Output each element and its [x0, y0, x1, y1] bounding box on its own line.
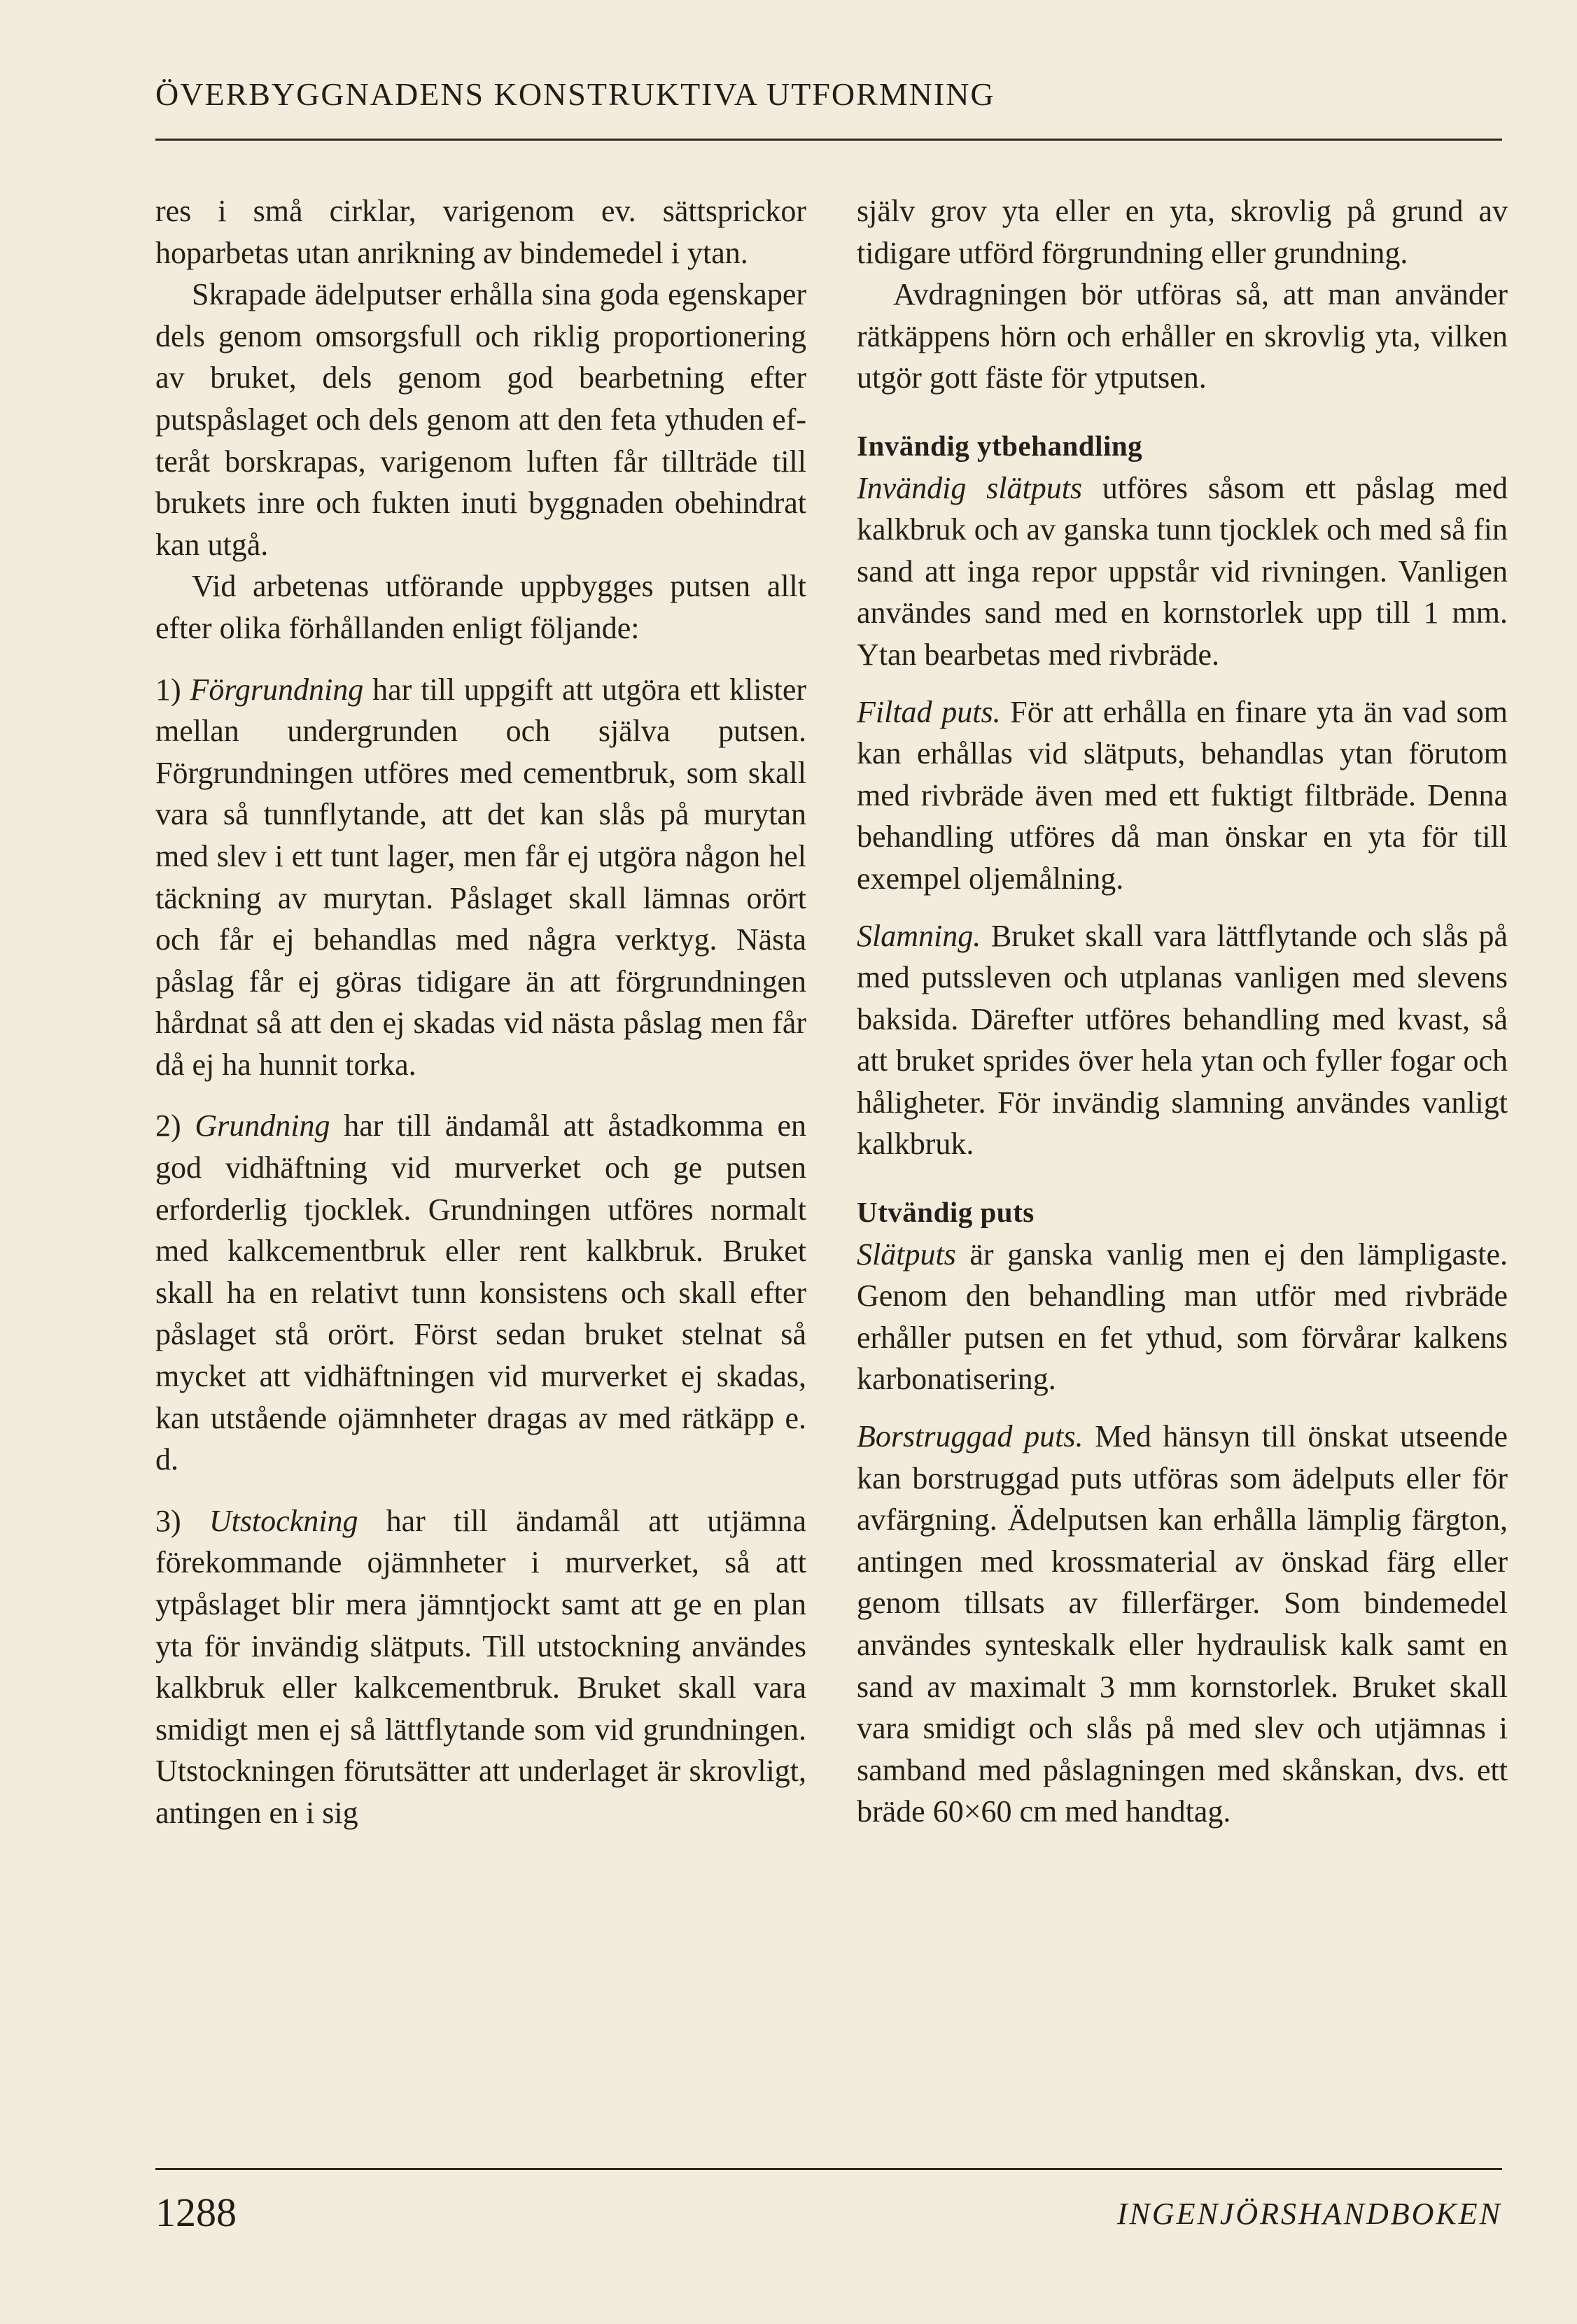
paragraph: Skrapade ädelputser erhålla sina goda egenskaper dels genom omsorgsfull och riklig proportionering av bruket, dels genom god bearbetning efter putspåslaget och dels genom att den feta ythuden efteråt borskrapas, varigenom luften får tillträde till brukets inre och fukten inuti byggnaden obehindrat kan utgå.	[155, 277, 806, 562]
term: Slätputs	[857, 1237, 956, 1272]
term-text: Med hänsyn till önskat utseende kan borstruggad puts utföras som ädelputs eller för avfärgning. Ädelputsen kan erhålla lämplig färgton, antingen med krossmaterial av önskad färg eller genom tillsats av fillerfärger. Som bindemedel användes synteskalk eller hydraulisk kalk samt en sand av maximalt 3 mm kornstorlek. Bruket skall vara smidigt och slås på med slev och utjämnas i samband med påslagningen med skånskan, dvs. ett bräde 60×60 cm med handtag.	[857, 1419, 1508, 1829]
paragraph-slatputs	[857, 467, 1508, 676]
header-rule	[155, 139, 1502, 141]
footer-rule	[155, 2168, 1502, 2170]
right-column	[857, 190, 1508, 1833]
paragraph-filtad	[857, 691, 1508, 900]
item-text: har till ändamål att åstadkomma en god vidhäftning vid murverket och ge putsen erforderlig tjocklek. Grundningen utföres normalt med kalkcementbruk eller rent kalkbruk. Bruket skall ha en relativt tunn konsistens och skall efter påslaget stå orört. Först sedan bruket stelnat så mycket att vidhäftningen vid murverket ej skadas, kan utstående ojämnheter dragas av med rätkäpp e. d.	[155, 1108, 807, 1477]
item-term: Förgrundning	[190, 672, 364, 707]
term: Borstruggad puts.	[857, 1419, 1084, 1454]
running-title: ÖVERBYGGNADENS KONSTRUKTIVA UTFORMNING	[155, 76, 995, 112]
section-heading-utvandig: Utvändig puts	[857, 1196, 1035, 1229]
list-item-forgrundning	[155, 669, 806, 1086]
list-item-grundning	[155, 1105, 806, 1480]
paragraph-borstruggad	[857, 1416, 1508, 1833]
paragraph: Vid arbetenas utförande uppbygges putsen allt efter olika förhållanden enligt följande:	[155, 569, 806, 645]
term-text: är ganska vanlig men ej den lämpligaste. Genom den behandling man utför med rivbräde erhåller putsen en fet ythud, som förvårar kalkens karbonatisering.	[857, 1237, 1508, 1397]
paragraph-slamning	[857, 915, 1508, 1166]
page-number: 1288	[155, 2190, 237, 2235]
paragraph: själv grov yta eller en yta, skrovlig på grund av tidigare utförd förgrundning eller grundning.	[857, 194, 1508, 270]
item-number: 2)	[155, 1108, 181, 1143]
term-text: Bruket skall vara lättflytande och slås på med putssleven och utplanas vanligen med slevens baksida. Därefter utföres behandling med kvast, så att bruket sprides över hela ytan och fyller fogar och håligheter. För invändig slamning användes vanligt kalkbruk.	[857, 918, 1508, 1162]
left-column	[155, 190, 806, 1834]
term: Slamning.	[857, 918, 981, 953]
item-term: Grundning	[195, 1108, 330, 1143]
paragraph-slatputs-ute	[857, 1234, 1508, 1400]
term: Filtad puts.	[857, 694, 1001, 729]
term-text: utföres såsom ett påslag med kalkbruk och av ganska tunn tjocklek och med så fin sand att inga repor uppstår vid rivningen. Vanligen användes sand med en kornstorlek upp till 1 mm. Ytan bearbetas med rivbräde.	[857, 470, 1508, 672]
paragraph: res i små cirklar, varigenom ev. sättsprickor hoparbetas utan anrikning av bindemedel i ytan.	[155, 194, 806, 270]
list-item-utstockning	[155, 1500, 806, 1834]
term: Invändig slätputs	[857, 470, 1083, 505]
term-text: För att erhålla en finare yta än vad som kan erhållas vid slätputs, behandlas ytan förutom med rivbräde även med ett fuktigt filtbräde. Denna behandling utföres då man önskar en yta för till exempel oljemålning.	[857, 694, 1508, 896]
paragraph: Avdragningen bör utföras så, att man använder rätkäppens hörn och erhåller en skrovlig yta, vilken utgör gott fäste för ytputsen.	[857, 277, 1508, 395]
item-number: 3)	[155, 1503, 181, 1538]
item-term: Utstockning	[209, 1503, 358, 1538]
item-text: har till uppgift att utgöra ett klister mellan undergrunden och själva putsen. Förgrundningen utföres med cementbruk, som skall vara så tunnflytande, att det kan slås på murytan med slev i ett tunt lager, men får ej utgöra någon hel täckning av murytan. Påslaget skall lämnas orört och får ej behandlas med några verktyg. Nästa påslag får ej göras tidigare än att förgrundningen hårdnat så att den ej skadas vid nästa påslag men får då ej ha hunnit torka.	[155, 672, 806, 1082]
item-number: 1)	[155, 672, 181, 707]
book-title: INGENJÖRSHANDBOKEN	[1116, 2197, 1502, 2231]
section-heading-invandig: Invändig ytbehandling	[857, 429, 1143, 462]
item-text: har till ändamål att utjämna förekommande ojämnheter i murverket, så att ytpåslaget blir mera jämntjockt samt att ge en plan yta för invändig slätputs. Till utstockning användes kalkbruk eller kalkcementbruk. Bruket skall vara smidigt men ej så lättflytande som vid grundningen. Utstockningen förutsätter att underlaget är skrovligt, antingen en i sig	[155, 1503, 807, 1830]
